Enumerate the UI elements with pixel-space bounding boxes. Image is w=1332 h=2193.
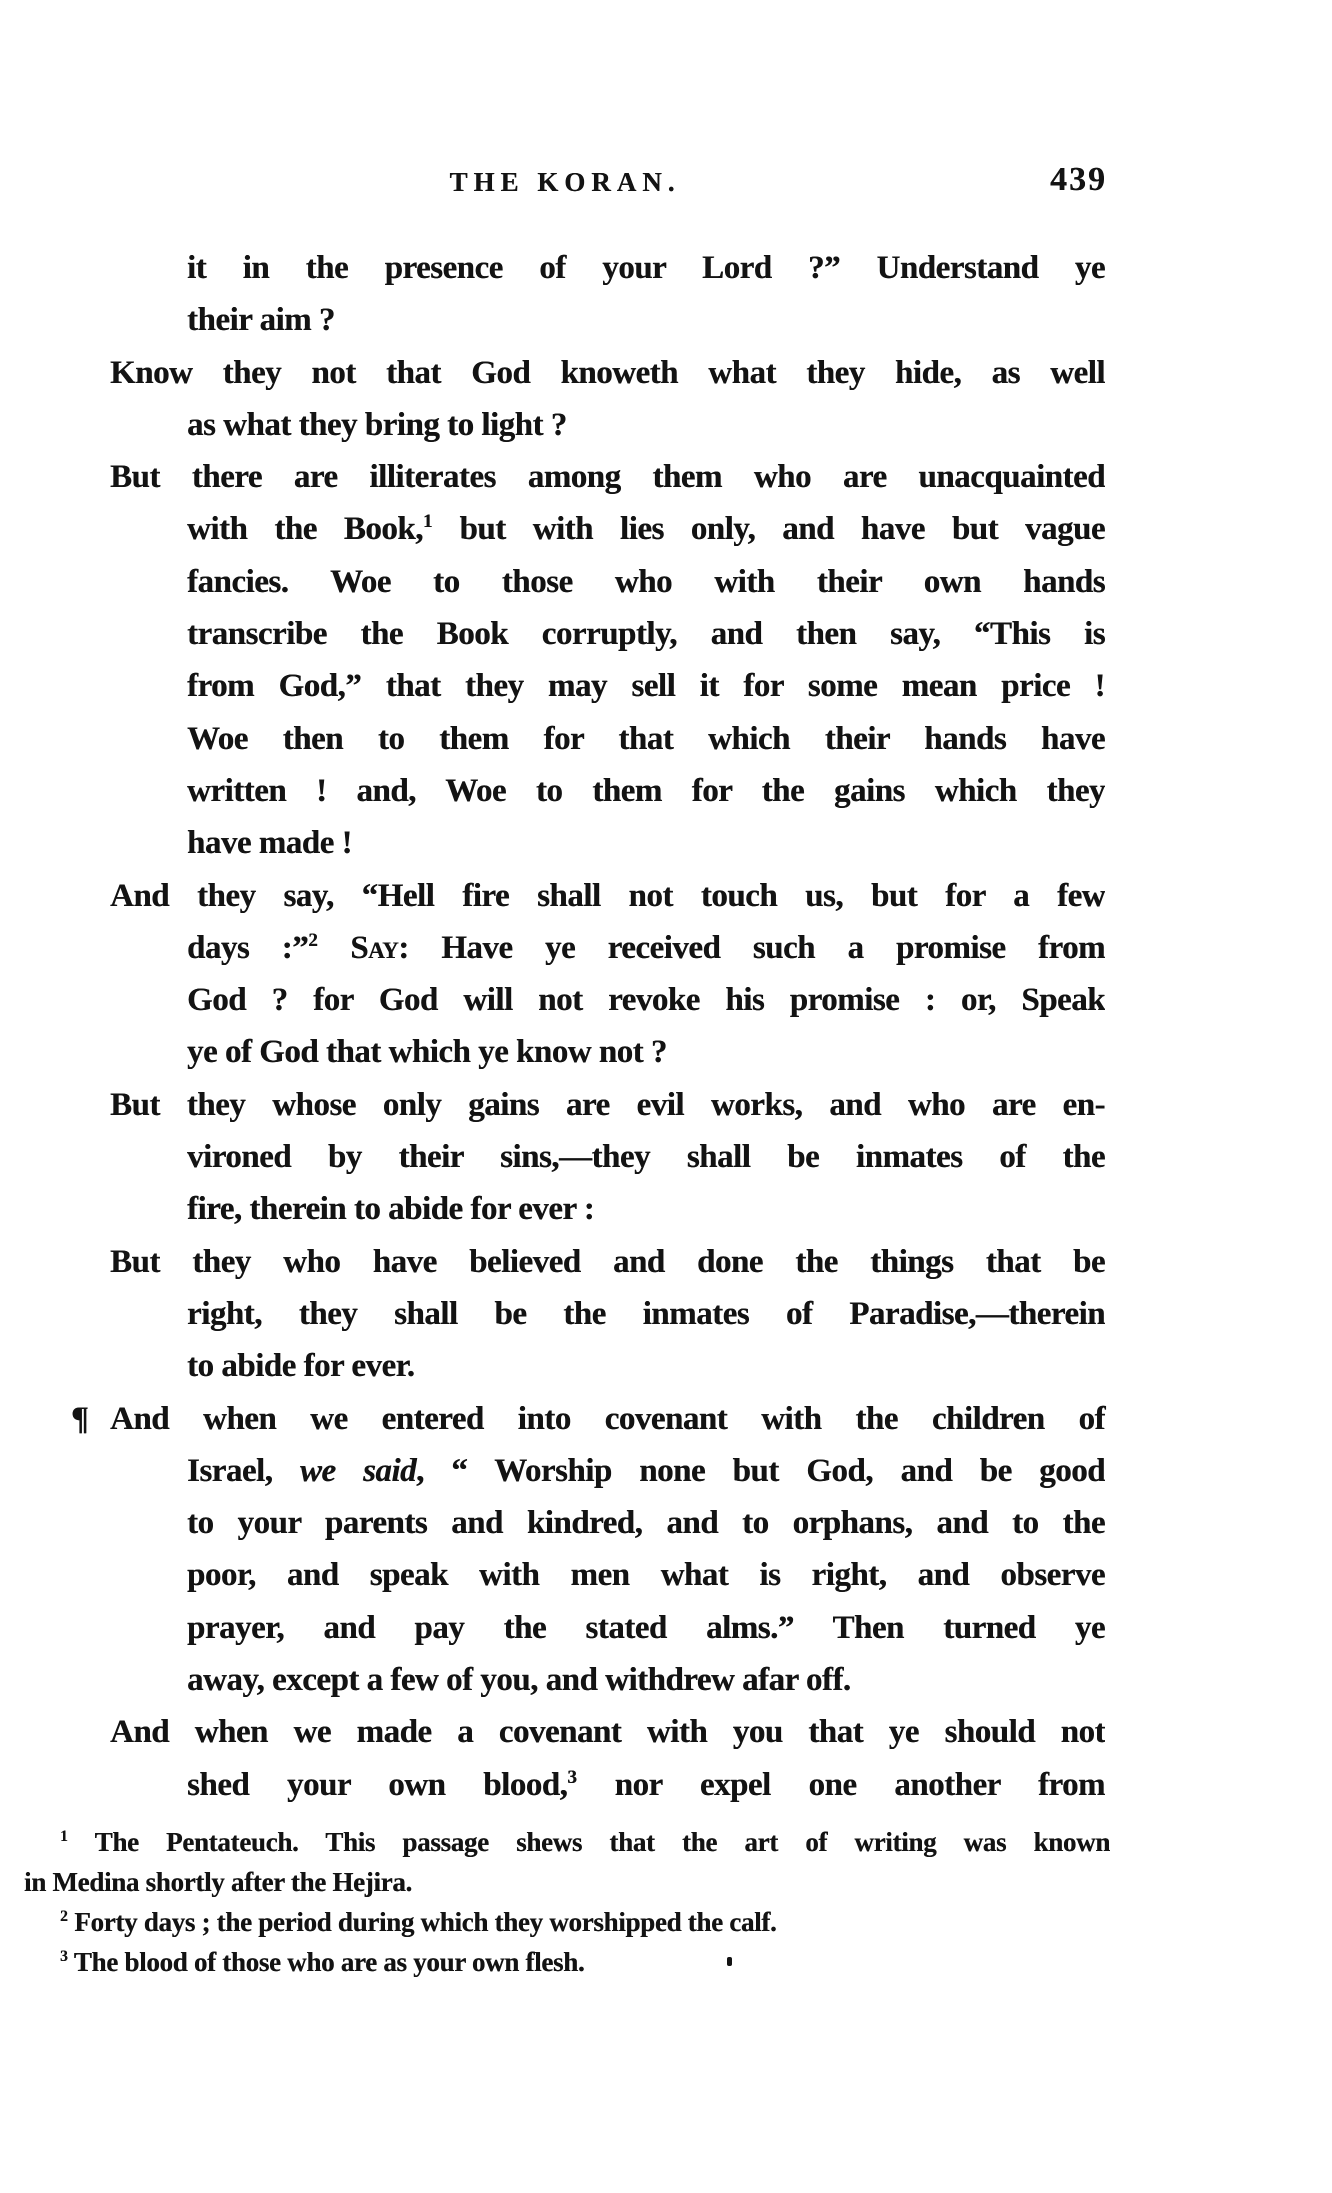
text-run: And when we made a covenant with you that ye should not <box>110 1714 1105 1751</box>
body-line <box>187 765 1105 817</box>
text-run: Forty days ; the period during which they worshipped the calf. <box>67 1907 777 1937</box>
running-header-title: THE KORAN. <box>449 167 681 197</box>
body-line <box>187 660 1105 712</box>
body-line <box>110 1706 1105 1758</box>
superscript-footnote-mark: 1 <box>60 1828 68 1845</box>
body-line <box>187 1340 1105 1392</box>
body-line <box>110 870 1105 922</box>
body-line <box>187 294 1105 346</box>
text-run: fancies. Woe to those who with their own hands <box>187 563 1105 600</box>
text-run: in Medina shortly after the Hejira. <box>24 1867 412 1897</box>
text-run: transcribe the Book corruptly, and then say, “This is <box>187 616 1105 653</box>
body-line <box>187 242 1105 294</box>
body-line <box>187 556 1105 608</box>
body-line <box>187 713 1105 765</box>
text-run: And when we entered into covenant with the children of <box>110 1400 1105 1437</box>
footnote-line <box>24 1862 1110 1902</box>
footnote-line <box>24 1902 1110 1942</box>
body-line <box>187 1549 1105 1601</box>
pilcrow-mark: ¶ <box>71 1400 89 1437</box>
text-run: written ! and, Woe to them for the gains which they <box>187 772 1105 809</box>
body-line <box>187 399 1105 451</box>
text-run: Know they not that God knoweth what they hide, as well <box>110 354 1105 391</box>
footnote-line <box>24 1942 1110 1982</box>
superscript-footnote-mark: 3 <box>60 1948 68 1965</box>
text-run: their aim ? <box>187 302 335 339</box>
footnote-line <box>24 1822 1110 1862</box>
body-line <box>110 1236 1105 1288</box>
body-line <box>187 817 1105 869</box>
text-run: The Pentateuch. This passage shews that the art of writing was known <box>67 1827 1110 1857</box>
text-run: shed your own blood, <box>187 1766 568 1803</box>
body-line <box>187 1602 1105 1654</box>
body-line <box>187 1183 1105 1235</box>
superscript-footnote-mark: 3 <box>567 1766 577 1788</box>
text-run: have made ! <box>187 825 352 862</box>
text-run: Say <box>350 929 399 966</box>
text-run: ye of God that which ye know not ? <box>187 1034 667 1071</box>
text-run: with the Book, <box>187 511 423 548</box>
text-run: Israel, <box>187 1452 300 1489</box>
text-run: And they say, “Hell fire shall not touch us, but for a few <box>110 877 1105 914</box>
text-run: days :” <box>187 929 309 966</box>
text-run: we said <box>299 1452 417 1489</box>
text-run: Woe then to them for that which their hands have <box>187 720 1105 757</box>
text-run: : Have ye received such a promise from <box>398 929 1105 966</box>
text-run: nor expel one another from <box>576 1766 1105 1803</box>
body-line <box>110 347 1105 399</box>
body-line <box>187 974 1105 1026</box>
text-run: as what they bring to light ? <box>187 406 567 443</box>
body-line <box>187 1026 1105 1078</box>
body-line <box>187 922 1105 974</box>
body-line <box>71 1393 1105 1445</box>
text-run: The blood of those who are as your own flesh. <box>67 1947 585 1977</box>
text-run: poor, and speak with men what is right, and observe <box>187 1557 1105 1594</box>
text-run: But they whose only gains are evil works, and who are en- <box>110 1086 1105 1123</box>
text-run: But they who have believed and done the things that be <box>110 1243 1105 1280</box>
superscript-footnote-mark: 1 <box>422 511 433 533</box>
body-line <box>187 1288 1105 1340</box>
ink-speck-artifact <box>727 1957 732 1966</box>
text-run: it in the presence of your Lord ?” Understand ye <box>187 250 1105 286</box>
body-line <box>187 1131 1105 1183</box>
text-run: prayer, and pay the stated alms.” Then turned ye <box>187 1609 1105 1646</box>
text-run: , “ Worship none but God, and be good <box>416 1452 1105 1489</box>
body-line <box>187 608 1105 660</box>
body-line <box>187 1654 1105 1706</box>
text-run: but with lies only, and have but vague <box>432 511 1105 548</box>
text-run: God ? for God will not revoke his promise : or, Speak <box>187 982 1105 1019</box>
body-text-block <box>71 242 1105 1811</box>
body-line <box>187 503 1105 555</box>
text-run: fire, therein to abide for ever : <box>187 1191 595 1228</box>
text-run: from God,” that they may sell it for some mean price ! <box>187 668 1105 705</box>
text-run: right, they shall be the inmates of Paradise,—therein <box>187 1295 1105 1332</box>
body-line <box>110 1079 1105 1131</box>
body-line <box>187 1759 1105 1811</box>
page-number: 439 <box>1050 161 1107 198</box>
body-line <box>187 1497 1105 1549</box>
footnotes-block <box>24 1822 1110 1982</box>
text-run: vironed by their sins,—they shall be inmates of the <box>187 1139 1105 1176</box>
text-run: to abide for ever. <box>187 1348 415 1385</box>
text-run: But there are illiterates among them who are unacquainted <box>110 459 1105 496</box>
body-line <box>187 1445 1105 1497</box>
superscript-footnote-mark: 2 <box>60 1908 68 1925</box>
text-run: away, except a few of you, and withdrew afar off. <box>187 1662 851 1699</box>
body-line <box>110 451 1105 503</box>
text-run: to your parents and kindred, and to orphans, and to the <box>187 1505 1105 1542</box>
superscript-footnote-mark: 2 <box>308 929 318 951</box>
text-run <box>318 930 351 966</box>
